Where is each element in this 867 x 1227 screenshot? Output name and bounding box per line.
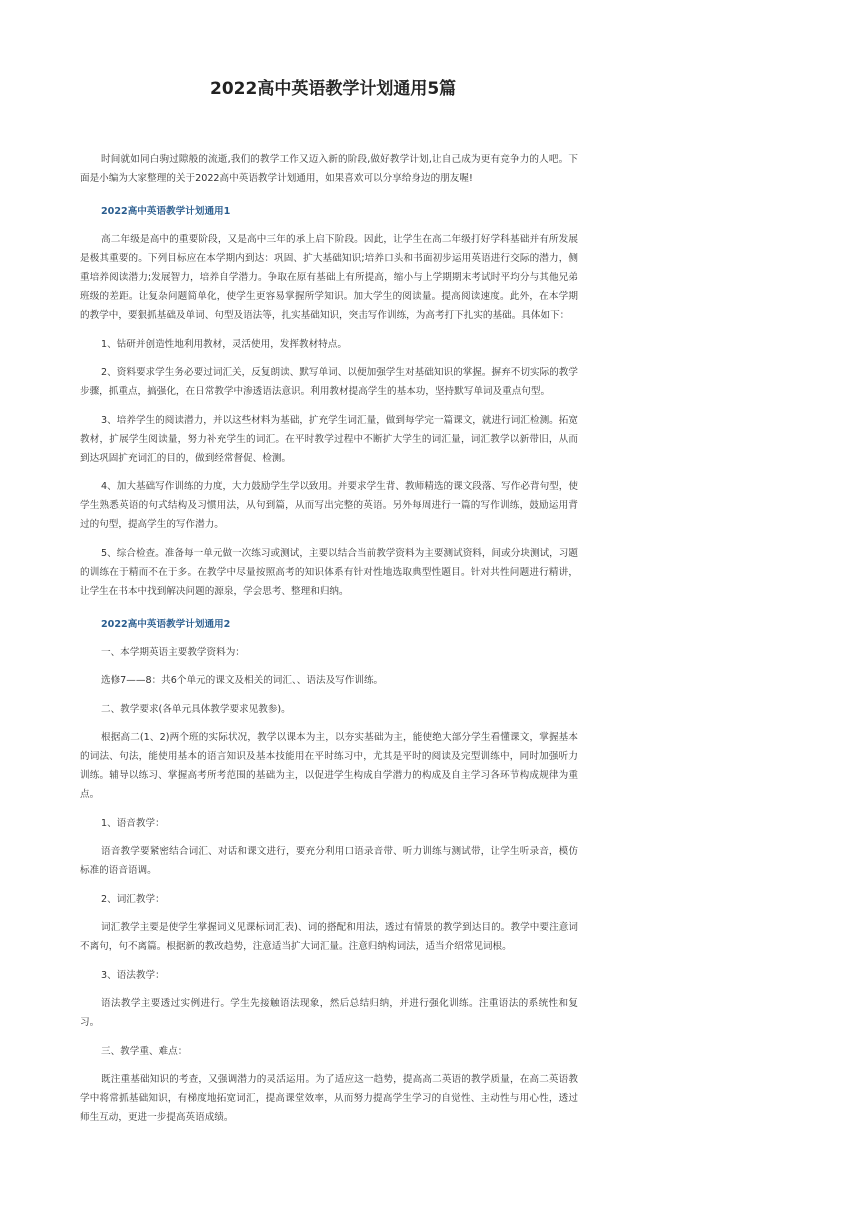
paragraph: 既注重基础知识的考查，又强调潜力的灵活运用。为了适应这一趋势，提高高二英语的教学质量，在高二英语教学中将常抓基础知识，有梯度地拓宽词汇，提高课堂效率，从而努力提高学生学习的自觉性、主动性与用心性，透过师生互动，更进一步提高英语成绩。: [80, 1074, 578, 1123]
document-body: [80, 150, 578, 1137]
intro-paragraph: 时间就如同白驹过隙般的流逝,我们的教学工作又迈入新的阶段,做好教学计划,让自己成为更有竞争力的人吧。下面是小编为大家整理的关于2022高中英语教学计划通用，如果喜欢可以分享给身边的朋友喔!: [80, 154, 578, 184]
paragraph: 选修7——8：共6个单元的课文及相关的词汇、、语法及写作训练。: [101, 675, 384, 686]
paragraph: 根据高二(1、2)两个班的实际状况，教学以课本为主，以夯实基础为主，能使绝大部分学生看懂课文，掌握基本的词法、句法，能使用基本的语言知识及基本技能用在平时练习中，尤其是平时的阅读及完型训练中，同时加强听力训练。辅导以练习、掌握高考所考范围的基础为主，以促进学生构成自学潜力的构成及自主学习各环节构成规律为重点。: [80, 732, 578, 800]
paragraph: 2、资料要求学生务必要过词汇关，反复朗读、默写单词、以便加强学生对基础知识的掌握。摒弃不切实际的教学步骤，抓重点，搞强化，在日常教学中渗透语法意识。利用教材提高学生的基本功，坚持默写单词及重点句型。: [80, 367, 578, 397]
paragraph: 词汇教学主要是使学生掌握词义见课标词汇表)、词的搭配和用法，透过有情景的教学到达目的。教学中要注意词不离句，句不离篇。根据新的教改趋势，注意适当扩大词汇量。注意归纳构词法，适当介绍常见词根。: [80, 922, 578, 952]
paragraph: 3、语法教学：: [101, 969, 165, 981]
paragraph: 一、本学期英语主要教学资料为：: [101, 646, 245, 658]
paragraph: 1、语音教学：: [101, 817, 165, 829]
paragraph: 3、培养学生的阅读潜力，并以这些材料为基础，扩充学生词汇量，做到每学完一篇课文，就进行词汇检测。拓宽教材，扩展学生阅读量，努力补充学生的词汇。在平时教学过程中不断扩大学生的词汇量，词汇教学以新带旧，从而到达巩固扩充词汇的目的，做到经常督促、检测。: [80, 414, 578, 464]
paragraph: 二、教学要求(各单元具体教学要求见教参)。: [101, 703, 291, 715]
paragraph: 语音教学要紧密结合词汇、对话和课文进行，要充分利用口语录音带、听力训练与测试带，让学生听录音，模仿标准的语音语调。: [80, 846, 578, 876]
paragraph: 1、钻研并创造性地利用教材，灵活使用，发挥教材特点。: [101, 338, 347, 350]
document-title: 2022高中英语教学计划通用5篇: [210, 79, 457, 99]
paragraph: 4、加大基础写作训练的力度，大力鼓励学生学以致用。并要求学生背、教师精选的课文段落、写作必背句型，使学生熟悉英语的句式结构及习惯用法，从句到篇，从而写出完整的英语。另外每周进行一篇的写作训练，鼓励运用背过的句型，提高学生的写作潜力。: [80, 481, 578, 530]
paragraph: 2、词汇教学：: [101, 893, 165, 905]
paragraph: 5、综合检查。准备每一单元做一次练习或测试，主要以结合当前教学资料为主要测试资料，间或分块测试，习题的训练在于精而不在于多。在教学中尽量按照高考的知识体系有针对性地选取典型性题目。针对共性问题进行精讲，让学生在书本中找到解决问题的源泉，学会思考、整理和归纳。: [80, 547, 578, 597]
paragraph: 三、教学重、难点：: [101, 1045, 188, 1057]
section-heading-2: 2022高中英语教学计划通用2: [101, 618, 231, 630]
section-heading-1: 2022高中英语教学计划通用1: [101, 206, 231, 217]
paragraph: 语法教学主要透过实例进行。学生先接触语法现象，然后总结归纳，并进行强化训练。注重语法的系统性和复习。: [80, 998, 578, 1028]
paragraph: 高二年级是高中的重要阶段，又是高中三年的承上启下阶段。因此，让学生在高二年级打好学科基础并有所发展是极其重要的。下列目标应在本学期内到达：巩固、扩大基础知识;培养口头和书面初步运用英语进行交际的潜力，侧重培养阅读潜力;发展智力，培养自学潜力。争取在原有基础上有所提高，缩小与上学期期末考试时平均分与其他兄弟班级的差距。让复杂问题简单化，使学生更容易掌握所学知识。加大学生的阅读量。提高阅读速度。此外，在本学期的教学中，要狠抓基础及单词、句型及语法等，扎实基础知识，突击写作训练，为高考打下扎实的基础。具体如下：: [80, 234, 578, 321]
